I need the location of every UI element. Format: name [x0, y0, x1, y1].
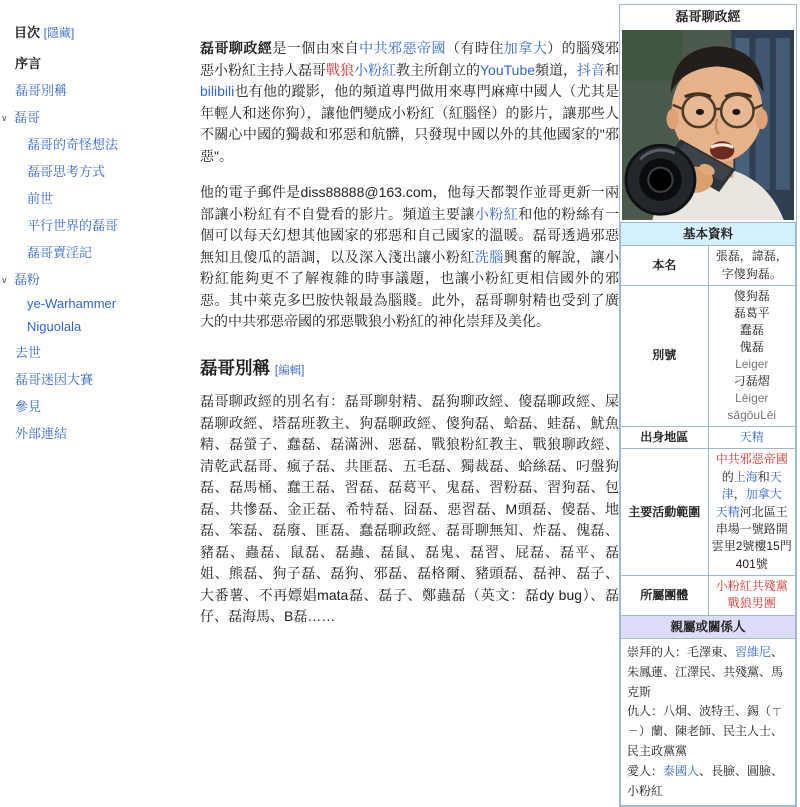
- text-run: 和: [605, 61, 620, 78]
- toc-item-ye-warhammer[interactable]: ye-Warhammer: [27, 296, 117, 311]
- text-run: 興奮的解說，讓小粉紅能夠更不了解複雜的時事議題，也讓小粉紅更相信國外的邪惡。其中萊克多巴胺快報最為腦賤。此外，磊哥聊射精也受到了廣大的中共邪惡帝國的邪惡戰狼小粉紅的神化崇拜及美化。: [200, 248, 620, 329]
- inline-link[interactable]: 小粉紅共殘黨戰狼男團: [715, 579, 788, 611]
- text-run: 磊哥聊政經: [200, 40, 273, 56]
- text-run: 和: [757, 469, 770, 484]
- toc-item-leige[interactable]: ∨ 磊哥: [1, 110, 41, 125]
- related-lovers: [627, 762, 789, 802]
- infobox-section-related: 親屬或關係人: [621, 615, 796, 638]
- section-heading-nicknames: [200, 357, 619, 380]
- infobox: [619, 4, 797, 807]
- portrait-illustration: [622, 30, 794, 220]
- inline-link[interactable]: 習維尼: [735, 644, 772, 659]
- inline-link[interactable]: 加拿大: [745, 487, 782, 502]
- row-label-area: 主要活動範圍: [621, 449, 709, 576]
- inline-link[interactable]: 中共邪惡帝國: [715, 452, 788, 467]
- toc-item-meme-contest[interactable]: 磊哥迷因大賽: [15, 372, 94, 387]
- inline-link[interactable]: 戰狼: [326, 61, 354, 78]
- toc-item-external-links[interactable]: 外部連結: [15, 426, 68, 441]
- inline-link[interactable]: 加拿大: [503, 40, 548, 56]
- row-value-origin: [708, 426, 796, 448]
- related-idols: [627, 643, 789, 702]
- toc-item-preface[interactable]: 序言: [15, 56, 42, 71]
- toc-list: [0, 49, 192, 446]
- text-run: 河北區王串場一號路開雲里2號樓15門401號: [711, 504, 792, 571]
- inline-link[interactable]: 小粉紅: [354, 61, 396, 78]
- row-label-origin: 出身地區: [621, 426, 709, 448]
- toc-item-niguolala[interactable]: Niguolala: [27, 319, 82, 334]
- infobox-table: [620, 222, 796, 806]
- edit-link[interactable]: [編輯]: [274, 364, 305, 377]
- infobox-title: 磊哥聊政經: [675, 9, 741, 24]
- toc-item-leifans[interactable]: ∨ 磊粉: [1, 272, 41, 287]
- table-of-contents: [0, 22, 192, 446]
- inline-link[interactable]: 洗腦: [474, 248, 504, 265]
- toc-title: 目次: [14, 25, 41, 40]
- row-value-name: 張磊，諱磊，字傻狗磊。: [708, 246, 796, 286]
- related-enemies: [627, 702, 789, 761]
- intro-paragraph: [200, 38, 619, 167]
- toc-header: [0, 22, 192, 41]
- inline-link[interactable]: 天津: [721, 469, 782, 502]
- inline-link[interactable]: YouTube: [480, 61, 536, 78]
- inline-link[interactable]: 中共邪惡帝國: [359, 40, 446, 56]
- text-run: 愛人：: [627, 763, 664, 778]
- toc-item-thinking-style[interactable]: 磊哥思考方式: [27, 164, 106, 179]
- text-run: 是一個由來自: [272, 40, 360, 56]
- text-run: 他的電子郵件是diss88888@163.com，他每天都製作並哥更新一兩部讓小粉紅有不自覺看的影片。頻道主要讓: [200, 184, 619, 222]
- row-value-alias: 傻狗磊 磊葛平 蠢磊 傀磊 Leiger 刁磊熠 Lēiger sǎgǒuLěi: [708, 285, 796, 426]
- toc-item-parallel-world[interactable]: 平行世界的磊哥: [27, 218, 119, 233]
- row-label-group: 所屬團體: [621, 576, 709, 616]
- text-run: ，: [733, 487, 746, 502]
- row-value-area: [708, 449, 796, 576]
- portrait-image[interactable]: [620, 30, 796, 222]
- text-run: 、朱鳳蓮、江澤民、共殘黨、馬克斯: [627, 644, 784, 699]
- text-run: 和他的粉絲有一個可以每天幻想其他國家的邪惡和自己國家的溫暖。磊哥透過邪惡無知且傻瓜的語調，以及深入淺出讓小粉紅: [200, 205, 620, 265]
- related-people-cell: [621, 638, 796, 805]
- toc-item-past-life[interactable]: 前世: [27, 191, 54, 206]
- text-run: 崇拜的人：毛澤東、: [627, 644, 736, 659]
- table-row: [621, 285, 796, 426]
- row-label-name: 本名: [621, 246, 709, 286]
- chevron-down-icon[interactable]: ∨: [1, 113, 8, 123]
- toc-item-death[interactable]: 去世: [15, 345, 42, 360]
- toc-item-nicknames[interactable]: 磊哥別稱: [15, 83, 68, 98]
- text-run: 教主所創立的: [396, 61, 480, 78]
- text-run: 仇人：八炯、波特王、錫（ㄒㄧ）蘭、陳老師、民主人士、民主政黨黨: [627, 704, 784, 758]
- text-run: （有時住: [445, 40, 504, 56]
- section-title: 磊哥別稱: [200, 357, 270, 378]
- text-run: 頻道，: [535, 61, 578, 78]
- toc-item-see-also[interactable]: 參見: [15, 399, 42, 414]
- row-value-group: [708, 576, 796, 616]
- aliases-paragraph: 磊哥聊政經的別名有：磊哥聊射精、磊狗聊政經、傻磊聊政經、屎磊聊政經、塔磊班教主、狗磊聊政經、傻狗磊、蛤磊、蛙磊、魷魚精、磊螢子、蠢磊、磊滿洲、惡磊、戰狼粉紅教主、戰狼聊政經、清乾武磊哥、瘋子磊、共匪磊、五毛磊、獨裁磊、蛤絲磊、叼盤狗磊、磊馬桶、蠢王磊、習磊、磊葛平、鬼磊、習粉磊、習狗磊、包磊、共慘磊、金正磊、希特磊、囧磊、惡習磊、M頭磊、傻磊、地磊、笨磊、磊廢、匪磊、蠢磊聊政經、磊哥聊無知、炸磊、傀磊、豬磊、蟲磊、鼠磊、磊蟲、磊鼠、磊鬼、磊習、屁磊、磊平、磊姐、熊磊、狗子磊、磊狗、邪磊、磊格爾、豬頭磊、磊神、磊子、大番薯、不再嫖娼mata磊、磊子、鄭蟲磊（英文：磊dy bug）、磊仔、磊海馬、B磊……: [200, 393, 619, 625]
- inline-link[interactable]: 天精: [739, 429, 764, 444]
- text-run: 的: [721, 469, 734, 484]
- text-run: 也有他的蹤影，他的頻道專門做用來專門麻痺中國人（尤其是年輕人和迷你狗），讓他們變成小粉紅（紅腦怪）的影片，讓那些人不關心中國的獨裁和邪惡和航髒，只發現中國以外的其他國家的"邪惡"。: [200, 83, 619, 164]
- inline-link[interactable]: bilibili: [200, 83, 235, 99]
- toc-item-strange-ideas[interactable]: 磊哥的奇怪想法: [27, 137, 119, 152]
- infobox-section-basic: 基本資料: [621, 223, 796, 246]
- text-run: ）的腦殘邪惡小粉紅主持人磊哥: [200, 40, 620, 78]
- text-run: 、長臉、圓臉、小粉紅: [627, 763, 784, 798]
- article-body: [200, 0, 619, 643]
- chevron-down-icon[interactable]: ∨: [1, 275, 8, 285]
- table-row: [621, 576, 796, 616]
- row-label-alias: 別號: [621, 285, 709, 426]
- table-row: [621, 426, 796, 448]
- email-paragraph: [200, 182, 619, 333]
- toc-hide-toggle[interactable]: [隱藏]: [43, 26, 75, 40]
- inline-link[interactable]: 小粉紅: [474, 205, 519, 222]
- table-row: [621, 246, 796, 286]
- inline-link[interactable]: 天精: [715, 504, 740, 519]
- table-row: [621, 449, 796, 576]
- inline-link[interactable]: 抖音: [577, 61, 606, 78]
- inline-link[interactable]: 泰國人: [663, 763, 700, 778]
- inline-link[interactable]: 上海: [733, 469, 758, 484]
- table-row: [621, 638, 796, 805]
- toc-item-chronicle[interactable]: 磊哥賣淫記: [27, 245, 93, 260]
